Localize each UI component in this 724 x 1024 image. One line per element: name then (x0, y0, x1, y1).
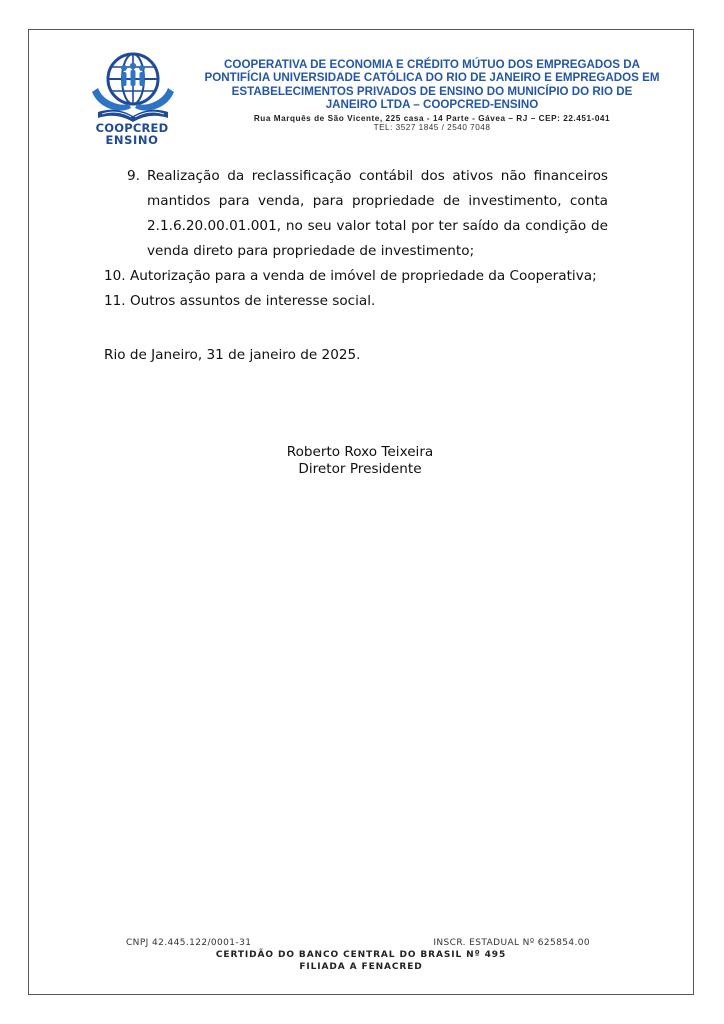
agenda-list (104, 164, 608, 314)
list-item-number: 9. (127, 168, 140, 184)
footer-cnpj: CNPJ 42.445.122/0001-31 (126, 938, 252, 948)
signature-block (210, 444, 510, 478)
header-phone: TEL: 3527 1845 / 2540 7048 (373, 123, 491, 132)
list-item-number: 11. (104, 293, 126, 309)
logo-line-1: COOPCRED (95, 121, 169, 135)
footer-state-registration: INSCR. ESTADUAL Nº 625854.00 (433, 938, 590, 948)
header-title-line: JANEIRO LTDA – COOPCRED-ENSINO (325, 98, 539, 112)
logo-wordmark (84, 122, 180, 146)
header-title-line: COOPERATIVA DE ECONOMIA E CRÉDITO MÚTUO DOS EMPREGADOS DA (224, 58, 640, 71)
list-item (104, 289, 608, 314)
list-item-number: 10. (104, 268, 126, 284)
footer-affiliation: FILIADA A FENACRED (299, 962, 423, 972)
header-title-line: ESTABELECIMENTOS PRIVADOS DE ENSINO DO MUNICÍPIO DO RIO DE (231, 84, 633, 98)
header-title-line: PONTIFÍCIA UNIVERSIDADE CATÓLICA DO RIO DE JANEIRO E EMPREGADOS EM (204, 71, 660, 85)
list-item-text: Realização da reclassificação contábil dos ativos não financeiros mantidos para venda, para propriedade de investimento, conta 2.1.6.20.00.01.001, no seu valor total por ter saído da condição de venda direto para propriedade de investimento; (147, 168, 608, 259)
list-item (104, 164, 608, 264)
signatory-role: Diretor Presidente (298, 461, 422, 477)
list-item-text: Autorização para a venda de imóvel de propriedade da Cooperativa; (129, 268, 597, 284)
header-title (190, 58, 674, 112)
footer-registration-row (126, 938, 596, 950)
header-address: Rua Marquês de São Vicente, 225 casa - 14 Parte - Gávea – RJ – CEP: 22.451-041 (253, 114, 611, 123)
place-date: Rio de Janeiro, 31 de janeiro de 2025. (104, 347, 361, 363)
footer-certification: CERTIDÃO DO BANCO CENTRAL DO BRASIL Nº 495 (215, 950, 507, 960)
list-item (104, 264, 608, 289)
logo-line-2: ENSINO (105, 133, 159, 147)
list-item-text: Outros assuntos de interesse social. (129, 293, 376, 309)
signatory-name: Roberto Roxo Teixeira (286, 444, 434, 460)
